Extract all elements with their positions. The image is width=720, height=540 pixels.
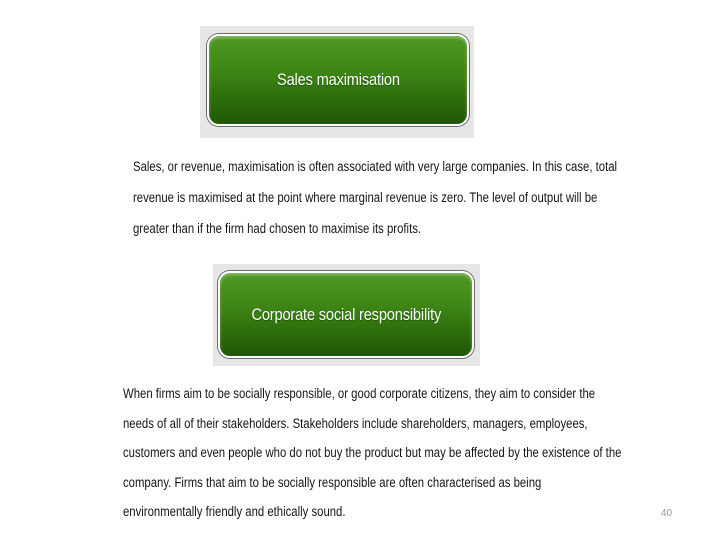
sales-maximisation-paragraph bbox=[133, 151, 709, 244]
paragraph-line: greater than if the firm had chosen to maximise its profits. bbox=[133, 221, 422, 236]
paragraph-line: company. Firms that aim to be socially responsible are often characterised as being bbox=[123, 474, 542, 490]
paragraph-line: revenue is maximised at the point where marginal revenue is zero. The level of output will be bbox=[133, 190, 598, 205]
paragraph-line: When firms aim to be socially responsible, or good corporate citizens, they aim to consider the bbox=[123, 386, 596, 401]
paragraph-line: environmentally friendly and ethically sound. bbox=[123, 504, 346, 519]
paragraph-line: Sales, or revenue, maximisation is often associated with very large companies. In this case, total bbox=[133, 159, 618, 174]
csr-banner bbox=[218, 271, 474, 358]
paragraph-line: needs of all of their stakeholders. Stakeholders include shareholders, managers, employees, bbox=[123, 415, 588, 431]
csr-paragraph bbox=[123, 379, 716, 527]
sales-maximisation-banner bbox=[207, 34, 469, 126]
page-number: 40 bbox=[661, 508, 673, 519]
paragraph-line: customers and even people who do not buy the product but may be affected by the existence of the bbox=[123, 445, 622, 460]
sales-maximisation-heading: Sales maximisation bbox=[276, 70, 400, 89]
csr-heading: Corporate social responsibility bbox=[251, 304, 441, 324]
